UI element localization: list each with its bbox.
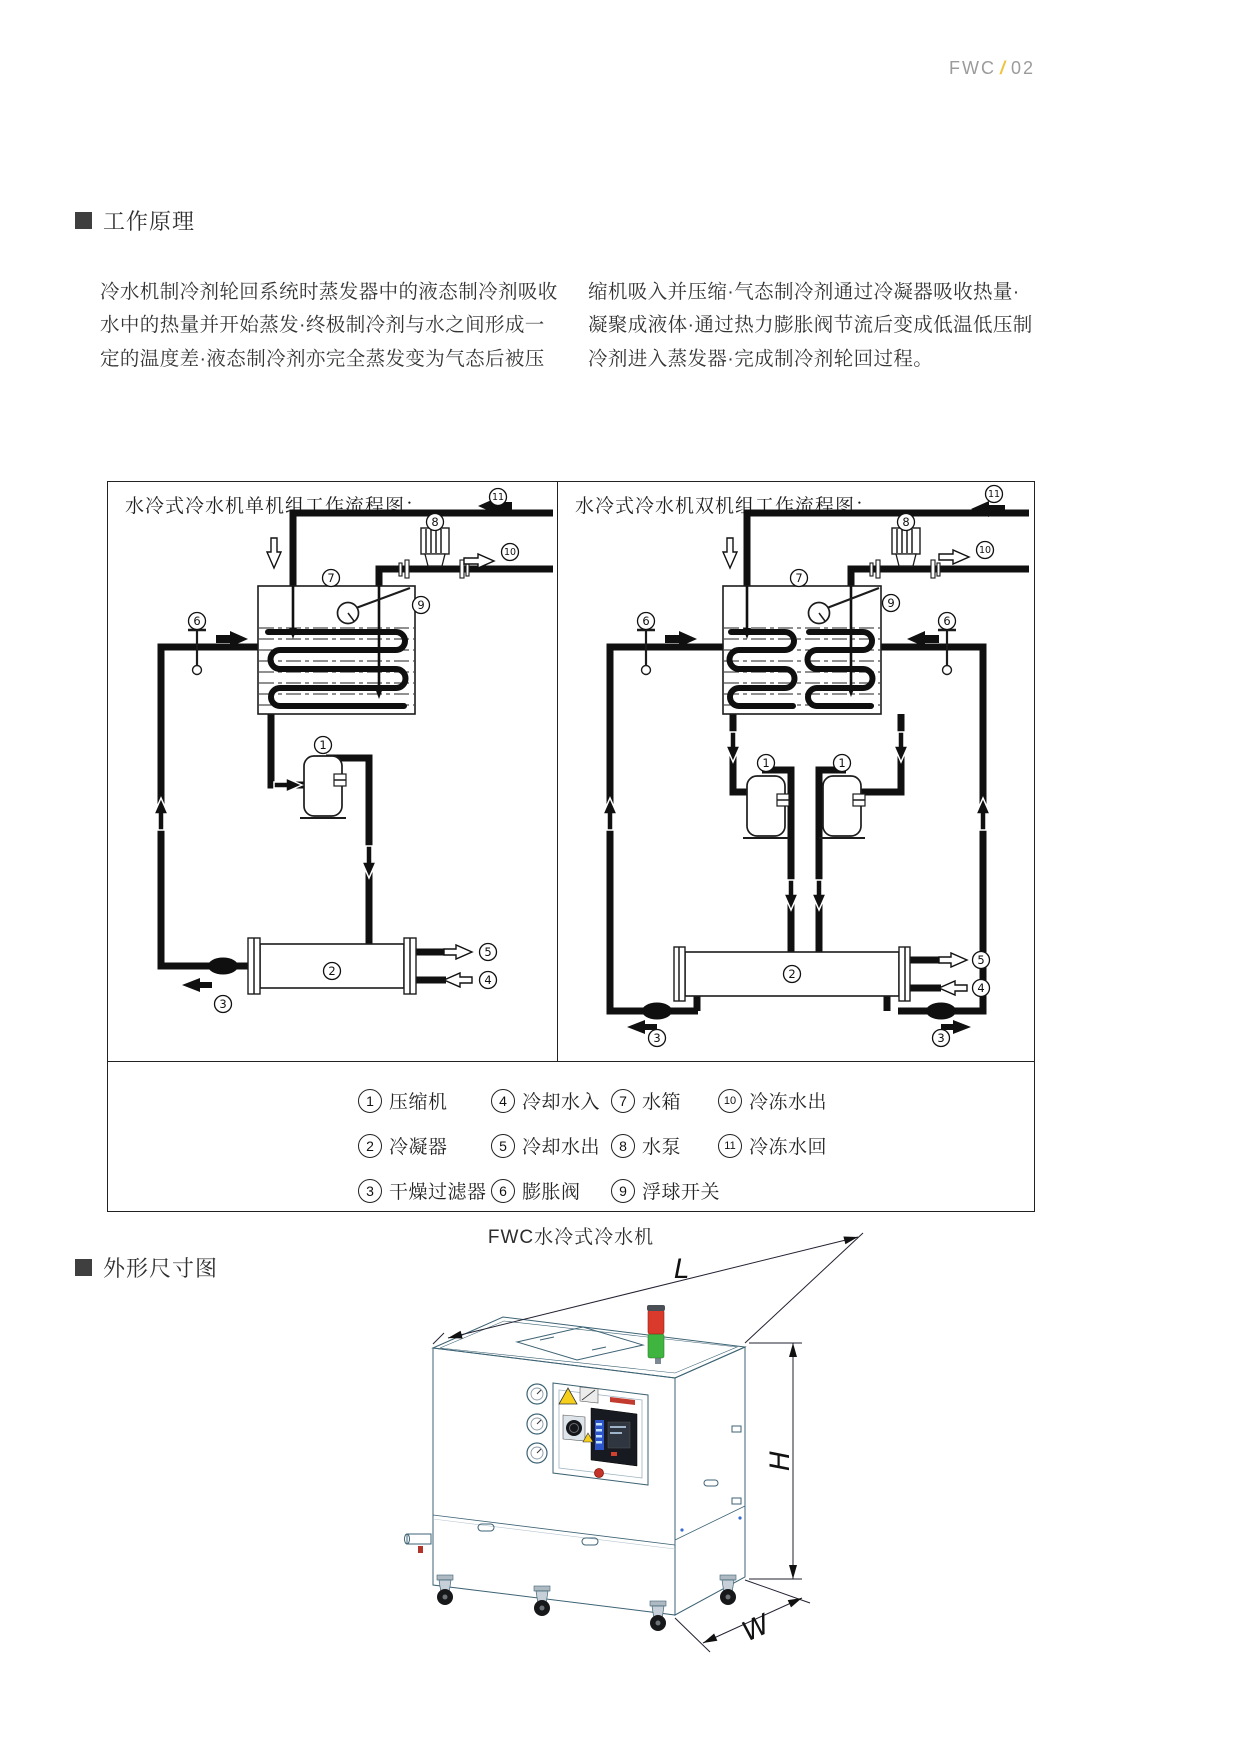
water-tank <box>723 586 881 714</box>
legend-label: 冷却水出 <box>522 1137 601 1158</box>
legend-number: 8 <box>611 1134 635 1158</box>
legend-label: 膨胀阀 <box>522 1182 581 1203</box>
filter-drier-2 <box>926 1003 956 1020</box>
svg-text:7: 7 <box>327 571 335 585</box>
brand-label: FWC <box>948 58 996 78</box>
svg-text:6: 6 <box>642 614 650 628</box>
svg-text:7: 7 <box>795 571 803 585</box>
section-title-dimensions <box>75 1252 218 1283</box>
filter-drier-1 <box>642 1003 672 1020</box>
legend-item <box>358 1123 487 1168</box>
legend-item <box>491 1078 600 1123</box>
pressure-gauges <box>527 1384 547 1463</box>
svg-text:2: 2 <box>328 964 336 978</box>
svg-text:11: 11 <box>987 489 1001 500</box>
red-light <box>648 1310 664 1334</box>
svg-text:8: 8 <box>431 515 439 529</box>
drain-stub <box>407 1534 431 1544</box>
legend-number: 9 <box>611 1179 635 1203</box>
diagram-legend <box>108 1078 1034 1213</box>
text-line: 冷水机制冷剂轮回系统时蒸发器中的液态制冷剂吸收 <box>100 281 558 303</box>
legend-number: 1 <box>358 1089 382 1113</box>
power-socket <box>566 1420 582 1436</box>
legend-item <box>611 1078 720 1123</box>
legend-number: 3 <box>358 1179 382 1203</box>
expansion-valve-right <box>938 630 956 675</box>
svg-text:4: 4 <box>484 973 492 987</box>
svg-text:6: 6 <box>943 614 951 628</box>
svg-text:6: 6 <box>193 614 201 628</box>
legend-column <box>491 1078 600 1213</box>
header-slash: / <box>999 58 1007 78</box>
emergency-button <box>595 1469 604 1478</box>
legend-item <box>491 1123 600 1168</box>
dim-l-label: L <box>674 1254 690 1285</box>
svg-text:3: 3 <box>219 997 227 1011</box>
figure-caption: FWC水冷式冷水机 <box>487 1227 655 1248</box>
legend-number: 5 <box>491 1134 515 1158</box>
compressor-1 <box>743 776 789 838</box>
section-title-text: 工作原理 <box>103 209 196 234</box>
legend-label: 冷凝器 <box>389 1137 448 1158</box>
principle-text-right-column <box>588 276 1058 376</box>
svg-text:4: 4 <box>977 981 985 995</box>
page-header <box>0 58 1035 79</box>
casters <box>437 1575 736 1631</box>
cabinet <box>405 1317 746 1615</box>
legend-label: 水泵 <box>642 1137 682 1158</box>
dual-unit-flow-diagram <box>557 482 1036 1061</box>
gauge <box>527 1443 547 1463</box>
section-title-text: 外形尺寸图 <box>103 1256 219 1281</box>
svg-text:11: 11 <box>491 492 505 503</box>
caster <box>720 1575 736 1605</box>
dim-h-label: H <box>765 1450 796 1471</box>
legend-number: 11 <box>718 1134 742 1158</box>
chiller-dimension-drawing <box>330 1230 870 1740</box>
section-title-working-principle <box>75 205 195 236</box>
text-line: 缩机吸入并压缩·气态制冷剂通过冷凝器吸收热量· <box>588 281 1020 303</box>
text-line: 定的温度差·液态制冷剂亦完全蒸发变为气态后被压 <box>100 347 545 370</box>
expansion-valve-left <box>637 630 655 675</box>
caster <box>534 1586 550 1616</box>
control-panel <box>553 1383 648 1485</box>
flow-diagram-panel <box>107 481 1035 1212</box>
single-unit-flow-diagram <box>108 482 557 1061</box>
svg-text:5: 5 <box>977 953 985 967</box>
legend-label: 冷冻水回 <box>749 1137 828 1158</box>
gauge <box>527 1414 547 1434</box>
caster <box>650 1601 666 1631</box>
svg-text:1: 1 <box>762 756 770 770</box>
legend-column <box>358 1078 487 1213</box>
legend-label: 水箱 <box>642 1092 682 1113</box>
svg-text:3: 3 <box>653 1031 661 1045</box>
single-unit-diagram-title: 水冷式冷水机单机组工作流程图： <box>125 496 426 517</box>
section-bullet-icon <box>75 212 92 229</box>
legend-item <box>718 1123 827 1168</box>
svg-text:9: 9 <box>887 596 895 610</box>
legend-item <box>718 1078 827 1123</box>
water-tank <box>258 586 415 714</box>
text-line: 冷剂进入蒸发器·完成制冷剂轮回过程。 <box>588 347 934 370</box>
compressor-2 <box>819 776 865 838</box>
hinge <box>732 1426 741 1432</box>
legend-number: 6 <box>491 1179 515 1203</box>
hinge <box>732 1498 741 1504</box>
panel-horizontal-divider <box>108 1061 1034 1062</box>
principle-text-left-column <box>100 276 570 376</box>
legend-number: 7 <box>611 1089 635 1113</box>
legend-label: 冷冻水出 <box>749 1092 828 1113</box>
brand-plate <box>610 1397 635 1405</box>
svg-text:3: 3 <box>937 1031 945 1045</box>
legend-column <box>718 1078 827 1168</box>
side-handle <box>704 1480 718 1486</box>
filter-drier <box>208 958 238 975</box>
legend-item <box>611 1168 720 1213</box>
legend-label: 浮球开关 <box>642 1182 721 1203</box>
legend-label: 压缩机 <box>389 1092 448 1113</box>
svg-text:5: 5 <box>484 945 492 959</box>
legend-item <box>358 1078 487 1123</box>
green-light <box>648 1334 664 1358</box>
dim-w-label: W <box>737 1608 775 1649</box>
legend-number: 10 <box>718 1089 742 1113</box>
legend-label: 干燥过滤器 <box>389 1182 487 1203</box>
legend-label: 冷却水入 <box>522 1092 601 1113</box>
legend-item <box>611 1123 720 1168</box>
legend-item <box>491 1168 600 1213</box>
svg-text:9: 9 <box>417 598 425 612</box>
compressor <box>300 756 346 818</box>
text-line: 凝聚成液体·通过热力膨胀阀节流后变成低温低压制 <box>588 314 1033 337</box>
legend-column <box>611 1078 720 1213</box>
svg-text:1: 1 <box>319 738 327 752</box>
legend-number: 4 <box>491 1089 515 1113</box>
signal-tower-light <box>647 1305 665 1364</box>
section-bullet-icon <box>75 1259 92 1276</box>
gauge <box>527 1384 547 1404</box>
pipes <box>161 513 553 980</box>
svg-text:1: 1 <box>838 756 846 770</box>
legend-number: 2 <box>358 1134 382 1158</box>
dual-unit-diagram-title: 水冷式冷水机双机组工作流程图： <box>575 496 876 517</box>
svg-text:2: 2 <box>788 967 796 981</box>
legend-item <box>358 1168 487 1213</box>
svg-text:10: 10 <box>978 545 992 556</box>
svg-text:10: 10 <box>503 547 517 558</box>
page-number: 02 <box>1010 58 1035 78</box>
expansion-valve <box>188 630 206 675</box>
caster <box>437 1575 453 1605</box>
svg-text:8: 8 <box>902 515 910 529</box>
text-line: 水中的热量并开始蒸发·终极制冷剂与水之间形成一 <box>100 314 545 337</box>
